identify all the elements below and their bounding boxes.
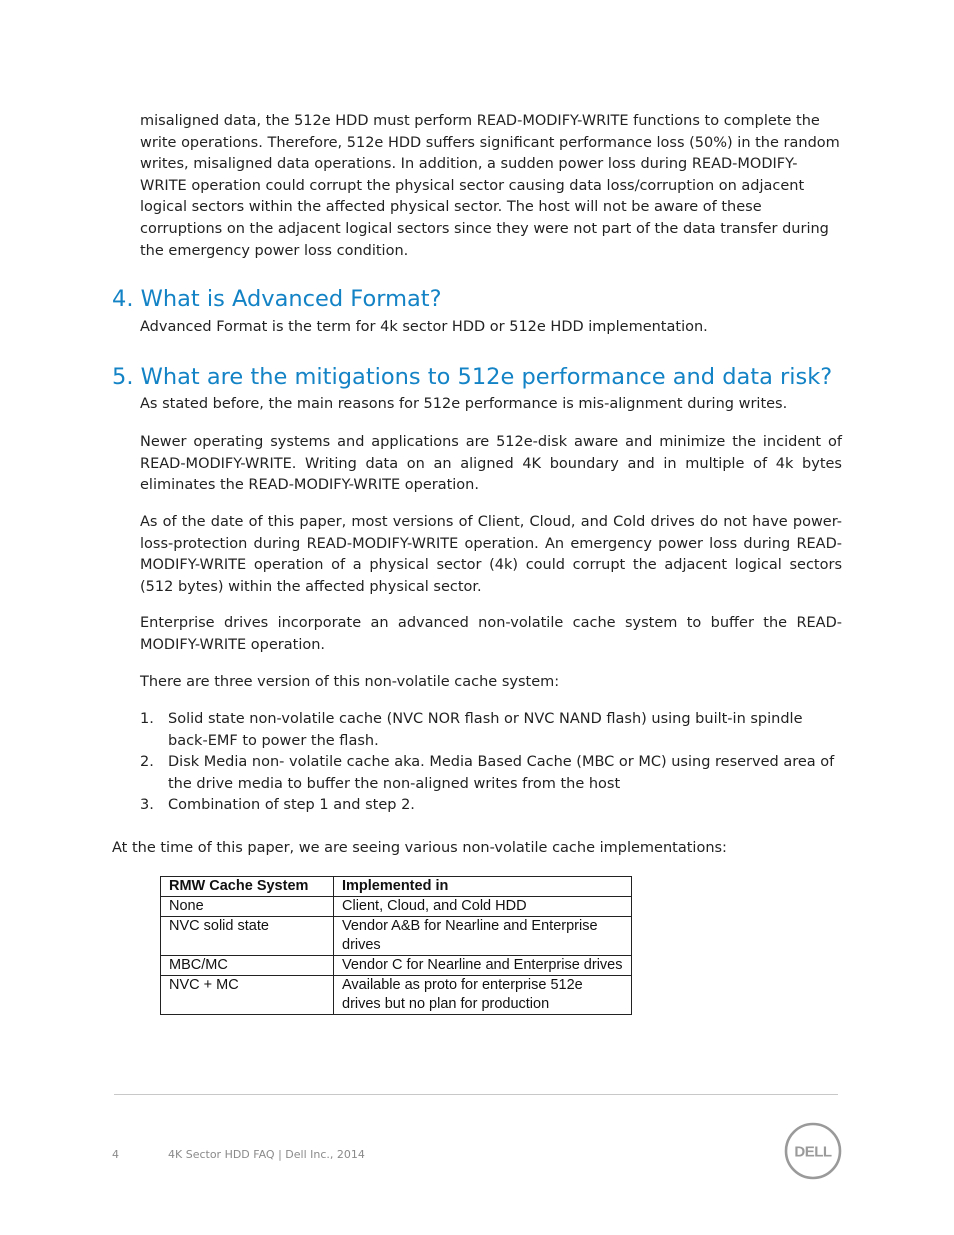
intro-paragraph: misaligned data, the 512e HDD must perform READ-MODIFY-WRITE functions to complete the write operations. Therefore, 512e HDD suffers significant performance loss (50%) in the random writes, misaligned data operations. In addition, a sudden power loss during READ-MODIFY-WRITE operation could corrupt the physical sector causing data loss/corruption on adjacent logical sectors within the affected physical sector. The host will not be aware of these corruptions on the adjacent logical sectors since they were not part of the data transfer during the emergency power loss condition. <box>140 113 840 259</box>
section-5-paragraph-4: Enterprise drives incorporate an advanced non-volatile cache system to buffer the READ-MODIFY-WRITE operation. <box>140 615 842 653</box>
table-cell: Client, Cloud, and Cold HDD <box>334 897 632 917</box>
list-item-text: Combination of step 1 and step 2. <box>168 797 415 814</box>
footer-divider <box>114 1094 838 1095</box>
table-row <box>161 976 632 1015</box>
list-item <box>140 795 842 817</box>
list-item-number: 3. <box>140 797 154 814</box>
table-header-row <box>161 877 632 897</box>
table-cell: MBC/MC <box>161 956 334 976</box>
table-intro: At the time of this paper, we are seeing various non-volatile cache implementations: <box>112 840 727 856</box>
table-cell: NVC + MC <box>161 976 334 1015</box>
page-number: 4 <box>112 1148 119 1161</box>
footer-text: 4K Sector HDD FAQ | Dell Inc., 2014 <box>168 1148 365 1161</box>
list-item-number: 1. <box>140 711 154 727</box>
rmw-cache-table <box>160 876 632 1015</box>
table-cell: Vendor A&B for Nearline and Enterprise drives <box>334 917 632 956</box>
table-row <box>161 956 632 976</box>
list-item-number: 2. <box>140 754 154 771</box>
table-cell: Vendor C for Nearline and Enterprise drives <box>334 956 632 976</box>
table-row <box>161 897 632 917</box>
table-cell: None <box>161 897 334 917</box>
dell-logo-icon <box>784 1122 842 1180</box>
list-item <box>140 752 842 795</box>
table-cell: Available as proto for enterprise 512e drives but no plan for production <box>334 976 632 1015</box>
list-item-text: Disk Media non- volatile cache aka. Media Based Cache (MBC or MC) using reserved area of the drive media to buffer the non-aligned writes from the host <box>168 754 835 792</box>
section-5-heading: 5. What are the mitigations to 512e performance and data risk? <box>112 364 833 390</box>
table-row <box>161 917 632 956</box>
table-header-cell: Implemented in <box>334 877 632 897</box>
logo-text: DELL <box>794 1143 832 1161</box>
section-5-paragraph-1: As stated before, the main reasons for 512e performance is mis-alignment during writes. <box>140 396 788 412</box>
list-item-text: Solid state non-volatile cache (NVC NOR flash or NVC NAND flash) using built-in spindle back-EMF to power the flash. <box>168 711 803 749</box>
section-4-heading: 4. What is Advanced Format? <box>112 286 442 312</box>
table-cell: NVC solid state <box>161 917 334 956</box>
list-item <box>140 709 842 752</box>
cache-system-list <box>140 709 842 817</box>
section-5-paragraph-3: As of the date of this paper, most versions of Client, Cloud, and Cold drives do not have power-loss-protection during READ-MODIFY-WRITE operation. An emergency power loss during READ-MODIFY-WRITE operation of a physical sector (4k) could corrupt the adjacent logical sectors (512 bytes) within the affected physical sector. <box>140 514 842 595</box>
section-5-paragraph-5: There are three version of this non-volatile cache system: <box>140 674 560 690</box>
section-5-paragraph-2: Newer operating systems and applications are 512e-disk aware and minimize the incident of READ-MODIFY-WRITE. Writing data on an aligned 4K boundary and in multiple of 4k bytes eliminates the READ-MODIFY-WRITE operation. <box>140 434 842 494</box>
section-4-body: Advanced Format is the term for 4k sector HDD or 512e HDD implementation. <box>140 319 708 335</box>
table-header-cell: RMW Cache System <box>161 877 334 897</box>
